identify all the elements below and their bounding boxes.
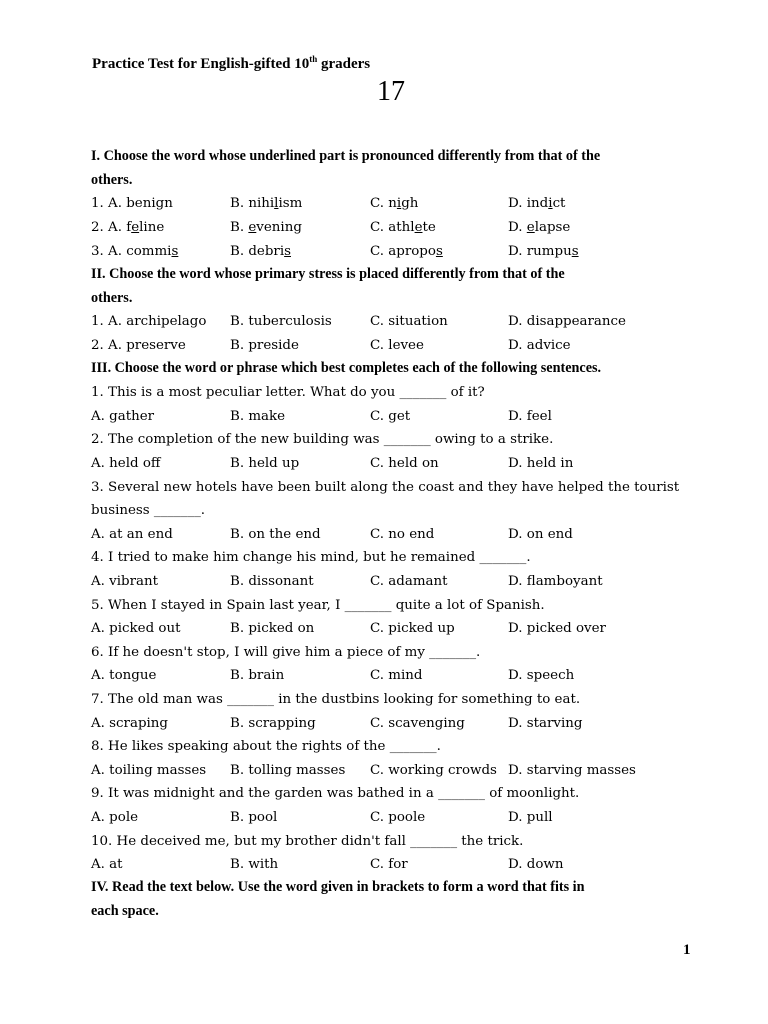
page-title: Practice Test for English-gifted 10th graders	[92, 54, 371, 72]
s3-q7-stem: 7. The old man was _______ in the dustbins looking for something to eat.	[91, 692, 581, 707]
s3-q8-stem: 8. He likes speaking about the rights of the _______.	[91, 739, 441, 754]
s3-q3-stem-cont: business _______.	[91, 503, 206, 518]
section-3-heading: III. Choose the word or phrase which best completes each of the following sentences.	[91, 360, 602, 376]
s3-q5-stem: 5. When I stayed in Spain last year, I _______ quite a lot of Spanish.	[91, 598, 545, 613]
section-4-heading: IV. Read the text below. Use the word given in brackets to form a word that fits in	[91, 879, 585, 895]
s3-q10-stem: 10. He deceived me, but my brother didn't fall _______ the trick.	[91, 834, 524, 849]
section-1-heading-cont: others.	[91, 172, 133, 188]
section-2-heading: II. Choose the word whose primary stress is placed differently from that of the	[91, 266, 565, 282]
section-4-heading-cont: each space.	[91, 903, 159, 919]
s3-q2-stem: 2. The completion of the new building was _______ owing to a strike.	[91, 432, 554, 447]
page-number: 1	[683, 942, 691, 958]
s3-q3-stem: 3. Several new hotels have been built along the coast and they have helped the tourist	[91, 480, 680, 495]
s3-q6-stem: 6. If he doesn't stop, I will give him a piece of my _______.	[91, 645, 481, 660]
s3-q1-stem: 1. This is a most peculiar letter. What do you _______ of it?	[91, 385, 485, 400]
test-number: 17	[377, 76, 405, 107]
s3-q9-stem: 9. It was midnight and the garden was bathed in a _______ of moonlight.	[91, 786, 580, 801]
document-page: Practice Test for English-gifted 10th graders 17 I. Choose the word whose underlined part is pronounced differently from that of the others. 1. A. benign B. nihilism C. nigh D. indict 2. A. feline B. evening C. athlete D. elapse 3. A. commis B. debris C. apropos D. rumpus II. Choose the word whose primary stress is placed differently from that of the others. 1. A. archipelago B. tuberculosis C. situation D. disappearance 2. A. preserve B. preside C. levee D. advice III. Choose the word or phrase which best completes each of the following sentences. 1. This is a most peculiar letter. What do you _______ of it? A. gather B. make C. get D. feel 2. The completion of the new building was _______ owing to a strike. A. held off B. held up C. held on D. held in 3. Several new hotels have been built along the coast and they have helped the tourist business _______. A. at an end B. on the end C. no end D. on end 4. I tried to make him change his mind, but he remained _______. A. vibrant B. dissonant C. adamant D. flamboyant 5. When I stayed in Spain last year, I _______ quite a lot of Spanish. A. picked out B. picked on C. picked up D. picked over 6. If he doesn't stop, I will give him a piece of my _______. A. tongue B. brain C. mind D. speech 7. The old man was _______ in the dustbins looking for something to eat. A. scraping B. scrapping C. scavenging D. starving 8. He likes speaking about the rights of the _______. A. toiling masses B. tolling masses C. working crowds D. starving masses 9. It was midnight and the garden was bathed in a _______ of moonlight. A. pole B. pool C. poole D. pull 10. He deceived me, but my brother didn't fall _______ the trick. A. at B. with C. for D. down IV. Read the text below. Use the word given in brackets to form a word that fits in each space. 1	[91, 54, 691, 958]
section-2-heading-cont: others.	[91, 290, 133, 306]
s3-q4-stem: 4. I tried to make him change his mind, but he remained _______.	[91, 550, 531, 565]
section-1-heading: I. Choose the word whose underlined part is pronounced differently from that of the	[91, 148, 601, 164]
